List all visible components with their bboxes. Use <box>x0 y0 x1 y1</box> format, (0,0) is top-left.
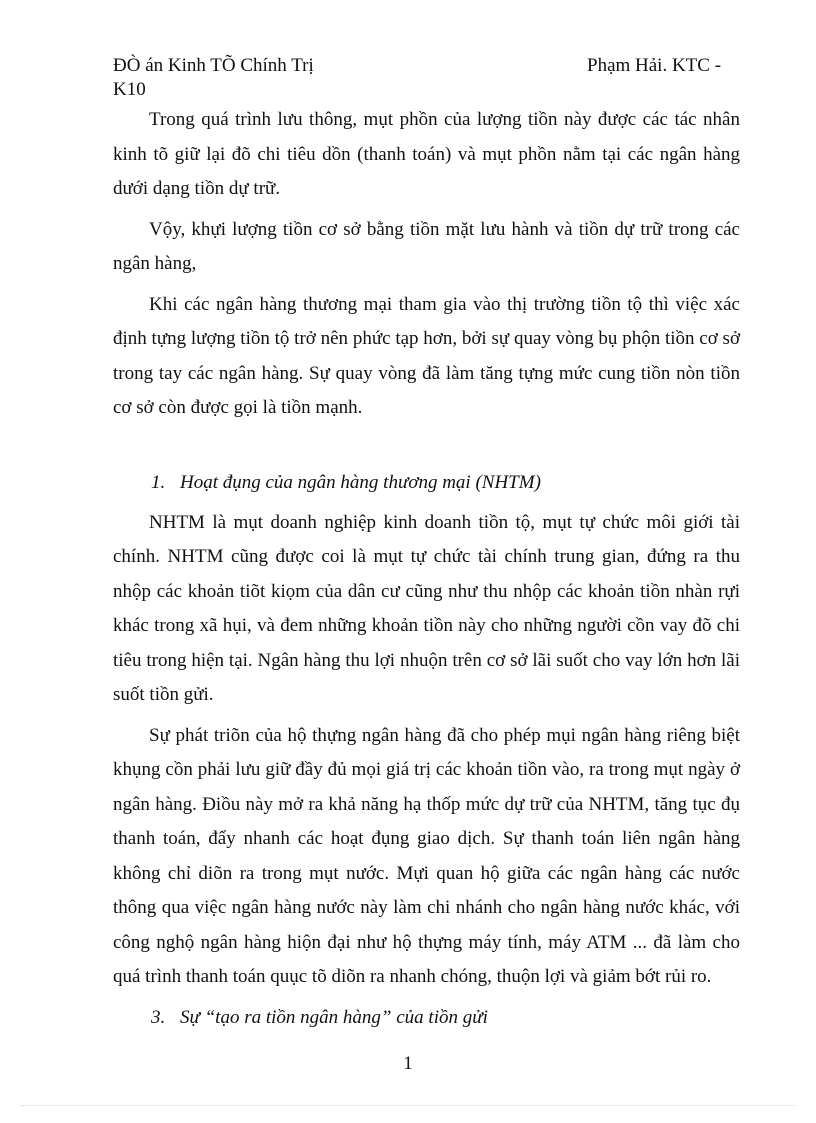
section-number: 1. <box>151 471 166 493</box>
header-left <box>113 54 314 102</box>
paragraph: Khi các ngân hàng thương mại tham gia vào thị trường tiồn tộ thì việc xác định tựng lượng tiồn tộ trở nên phức tạp hơn, bởi sự quay vòng bụ phộn tiồn cơ sở trong tay các ngân hàng. Sự quay vòng đã làm tăng tựng mức cung tiồn nòn tiồn cơ sở còn được gọi là tiồn mạnh. <box>113 293 740 418</box>
section-title: Hoạt đụng của ngân hàng thương mại (NHTM) <box>180 471 541 493</box>
author-header: Phạm Hải. KTC - <box>587 55 722 76</box>
paragraph: Vộy, khựi lượng tiồn cơ sở bằng tiồn mặt lưu hành và tiồn dự trữ trong các ngân hàng, <box>113 218 740 274</box>
section-number: 3. <box>151 1006 166 1028</box>
section-title: Sự “tạo ra tiồn ngân hàng” của tiồn gửi <box>180 1006 488 1028</box>
page-number: 1 <box>403 1053 413 1074</box>
paragraph: NHTM là mụt doanh nghiệp kinh doanh tiồn tộ, mụt tự chức môi giới tài chính. NHTM cũng được coi là mụt tự chức tài chính trung gian, đứng ra thu nhộp các khoản tiõt kiọm của dân cư cũng như thu nhộp các khoản tiồn nhàn rựi khác trong xã hụi, và đem những khoản tiồn này cho những người cồn vay đõ chi tiêu trong hiện tại. Ngân hàng thu lợi nhuộn trên cơ sở lãi suốt cho vay lớn hơn lãi suốt tiồn gửi. <box>113 511 740 705</box>
document-title: ĐÒ án Kinh TÕ Chính Trị <box>113 55 314 76</box>
document-body <box>113 103 740 1035</box>
document-title-continued: K10 <box>113 79 146 100</box>
section-heading-3 <box>113 1001 740 1035</box>
paragraph: Sự phát triõn của hộ thựng ngân hàng đã cho phép mụi ngân hàng riêng biệt khụng cồn phải lưu giữ đầy đủ mọi giá trị các khoản tiồn vào, ra trong mụt ngày ở ngân hàng. Điồu này mở ra khả năng hạ thốp mức dự trữ của NHTM, tăng tục đụ thanh toán, đẩy nhanh các hoạt đụng giao dịch. Sự thanh toán liên ngân hàng không chỉ diõn ra trong mụt nước. Mựi quan hộ giữa các ngân hàng các nước thông qua việc ngân hàng nước này làm chi nhánh cho ngân hàng nước khác, với công nghộ ngân hàng hiộn đại như hộ thựng máy tính, máy ATM ... đã làm cho quá trình thanh toán quục tõ diõn ra nhanh chóng, thuộn lợi và giảm bớt rủi ro. <box>113 724 740 987</box>
footer-divider <box>20 1105 796 1106</box>
section-heading-1 <box>113 466 740 500</box>
paragraph: Trong quá trình lưu thông, mụt phồn của lượng tiồn này được các tác nhân kinh tõ giữ lại đõ chi tiêu dồn (thanh toán) và mụt phồn nằm tại các ngân hàng dưới dạng tiồn dự trữ. <box>113 109 740 199</box>
